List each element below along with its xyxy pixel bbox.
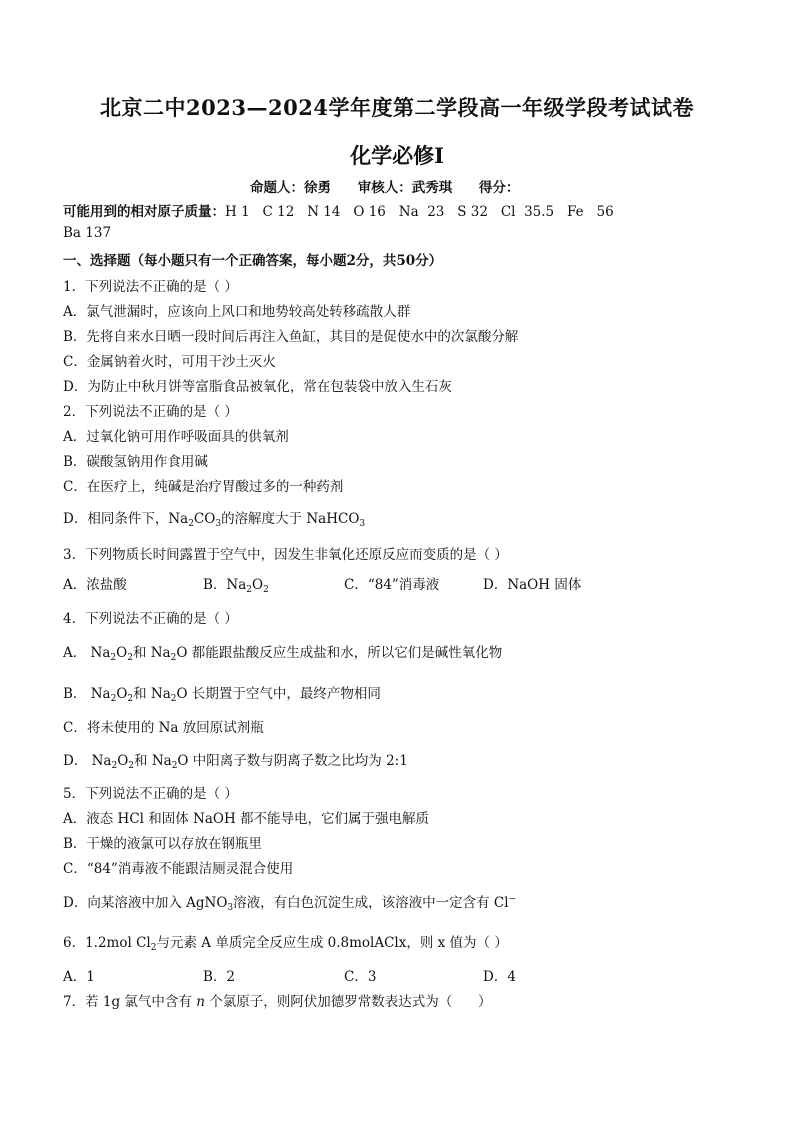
q1-option-d: D．为防止中秋月饼等富脂食品被氧化，常在包装袋中放入生石灰 <box>63 379 452 395</box>
q2-option-a: A．过氧化钠可用作呼吸面具的供氧剂 <box>63 429 289 445</box>
q3-option-d: D．NaOH 固体 <box>483 577 582 593</box>
q4-option-b: B． $Na_2O_2$和 $Na_2O$ 长期置于空气中，最终产物相同 <box>63 686 381 704</box>
atomic-masses-values: H 1 C 12 N 14 O 16 Na 23 S 32 Cl 35.5 Fe 56 <box>225 204 614 220</box>
section-heading: 一、选择题（每小题只有一个正确答案，每小题2分，共50分） <box>63 253 443 269</box>
q5-option-a: A．液态 HCl 和固体 NaOH 都不能导电，它们属于强电解质 <box>63 811 430 827</box>
q5-stem: 5．下列说法不正确的是（ ） <box>63 786 238 802</box>
atomic-masses-line2: Ba 137 <box>63 225 112 241</box>
q7-stem: 7．若 1g 氯气中含有 n 个氯原子，则阿伏加德罗常数表达式为（ ） <box>63 994 492 1010</box>
q1-option-c: C．金属钠着火时，可用干沙土灭火 <box>63 354 276 370</box>
q4-stem: 4．下列说法不正确的是（ ） <box>63 611 238 627</box>
q6-option-d: D．4 <box>483 969 516 985</box>
q2-option-c: C．在医疗上，纯碱是治疗胃酸过多的一种药剂 <box>63 479 344 495</box>
q6-option-a: A．1 <box>63 969 95 985</box>
q6-option-c: C．3 <box>344 969 377 985</box>
q4-option-d: D． $Na_2O_2$和 $Na_2O$ 中阳离子数与阴离子数之比均为 2:1 <box>63 753 408 771</box>
atomic-masses-label: 可能用到的相对原子质量： <box>63 204 225 220</box>
q2-option-d: D．相同条件下，$Na_2CO_3$的溶解度大于 NaHCO$_3$ <box>63 511 366 529</box>
q3-stem: 3．下列物质长时间露置于空气中，因发生非氧化还原反应而变质的是（ ） <box>63 547 508 563</box>
q1-stem: 1．下列说法不正确的是（ ） <box>63 279 238 295</box>
q3-option-a: A．浓盐酸 <box>63 577 127 593</box>
q5-option-c: C．“84”消毒液不能跟洁厕灵混合使用 <box>63 861 294 877</box>
q3-option-c: C．“84”消毒液 <box>344 577 440 593</box>
q4-option-c: C．将未使用的 Na 放回原试剂瓶 <box>63 720 264 736</box>
q2-option-b: B．碳酸氢钠用作食用碱 <box>63 454 208 470</box>
q5-option-d: D．向某溶液中加入 AgNO$_3$溶液，有白色沉淀生成，该溶液中一定含有 Cl− <box>63 894 517 913</box>
q6-option-b: B．2 <box>203 969 236 985</box>
q1-option-b: B．先将自来水日晒一段时间后再注入鱼缸，其目的是促使水中的次氯酸分解 <box>63 329 519 345</box>
q5-option-b: B．干燥的液氯可以存放在钢瓶里 <box>63 836 262 852</box>
q3-option-b: B．$Na_2O_2$ <box>203 577 269 595</box>
setter-label: 命题人：徐勇 <box>250 180 331 196</box>
atomic-masses-line1 <box>63 200 614 220</box>
exam-subtitle: 化学必修Ⅰ <box>350 143 444 168</box>
reviewer-label: 审核人：武秀琪 <box>357 180 453 196</box>
exam-authors <box>250 176 541 196</box>
exam-title: 北京二中2023—2024学年度第二学段高一年级学段考试试卷 <box>100 95 694 120</box>
q4-option-a: A． $Na_2O_2$和 $Na_2O$ 都能跟盐酸反应生成盐和水，所以它们是碱性氧化物 <box>63 645 503 663</box>
score-label: 得分： <box>478 180 520 196</box>
q2-stem: 2．下列说法不正确的是（ ） <box>63 404 238 420</box>
q6-stem: 6．1.2mol $Cl_2$与元素 A 单质完全反应生成 0.8molAClx，则 x 值为（ ） <box>63 935 508 953</box>
q1-option-a: A．氯气泄漏时，应该向上风口和地势较高处转移疏散人群 <box>63 304 411 320</box>
